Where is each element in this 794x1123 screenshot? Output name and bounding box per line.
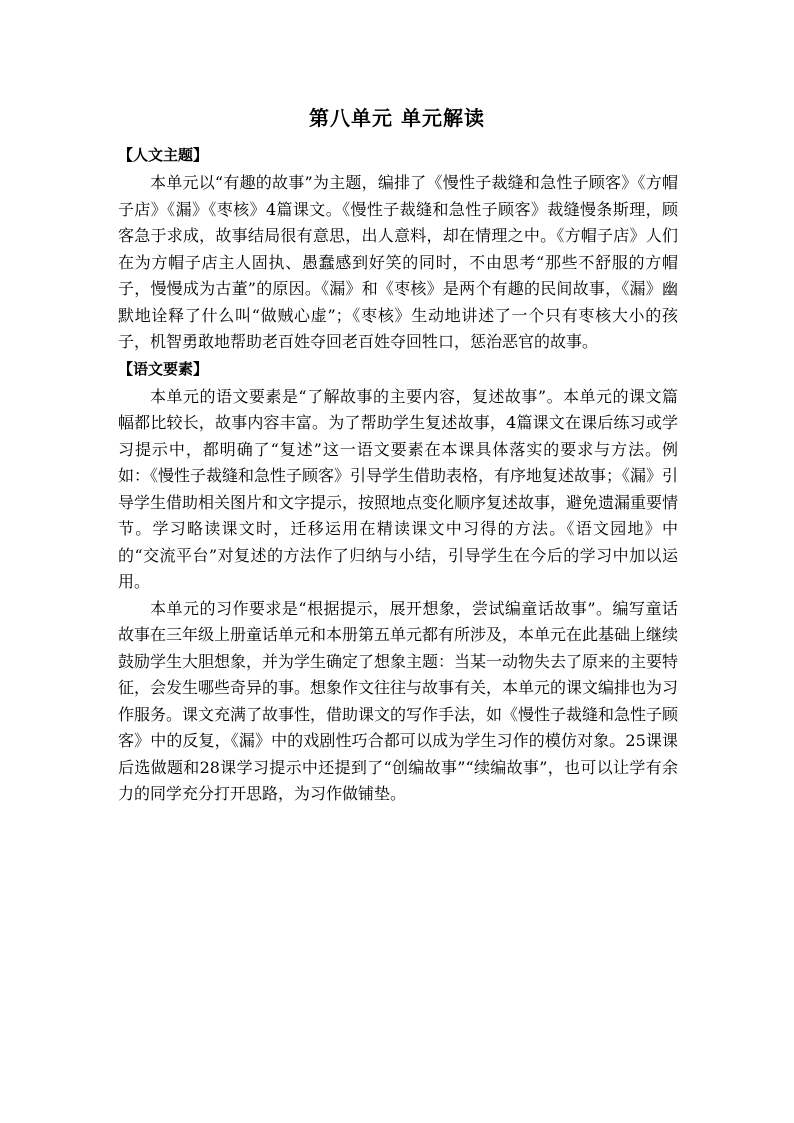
body-paragraph: 本单元的习作要求是“根据提示，展开想象，尝试编童话故事”。编写童话故事在三年级上册童话单元和本册第五单元都有所涉及，本单元在此基础上继续鼓励学生大胆想象，并为学生确定了想象主题：当某一动物失去了原来的主要特征，会发生哪些奇异的事。想象作文往往与故事有关，本单元的课文编排也为习作服务。课文充满了故事性，借助课文的写作手法，如《慢性子裁缝和急性子顾客》中的反复，《漏》中的戏剧性巧合都可以成为学生习作的模仿对象。25课课后选做题和28课学习提示中还提到了“创编故事”“续编故事”，也可以让学有余力的同学充分打开思路，为习作做铺垫。 [118, 598, 679, 803]
page-title: 第八单元 单元解读 [309, 106, 485, 130]
body-paragraph: 本单元以“有趣的故事”为主题，编排了《慢性子裁缝和急性子顾客》《方帽子店》《漏》《枣核》4篇课文。《慢性子裁缝和急性子顾客》裁缝慢条斯理，顾客急于求成，故事结局很有意思，出人意料，却在情理之中。《方帽子店》人们在为方帽子店主人固执、愚蠢感到好笑的同时，不由思考“那些不舒服的方帽子，慢慢成为古董”的原因。《漏》和《枣核》是两个有趣的民间故事，《漏》幽默地诠释了什么叫“做贼心虚”；《枣核》生动地讲述了一个只有枣核大小的孩子，机智勇敢地帮助老百姓夺回老百姓夺回牲口，惩治恶官的故事。 [118, 173, 678, 351]
section-language-elements [118, 356, 678, 808]
section-humanistic-theme [118, 142, 678, 356]
body-paragraph: 本单元的语文要素是“了解故事的主要内容，复述故事”。本单元的课文篇幅都比较长，故事内容丰富。为了帮助学生复述故事，4篇课文在课后练习或学习提示中，都明确了“复述”这一语文要素在本课具体落实的要求与方法。例如：《慢性子裁缝和急性子顾客》引导学生借助表格，有序地复述故事；《漏》引导学生借助相关图片和文字提示，按照地点变化顺序复述故事，避免遗漏重要情节。学习略读课文时，迁移运用在精读课文中习得的方法。《语文园地》中的“交流平台”对复述的方法作了归纳与小结，引导学生在今后的学习中加以运用。 [118, 386, 679, 591]
document-body [118, 142, 678, 808]
section-heading: 【语文要素】 [118, 359, 209, 378]
section-heading: 【人文主题】 [118, 146, 209, 164]
